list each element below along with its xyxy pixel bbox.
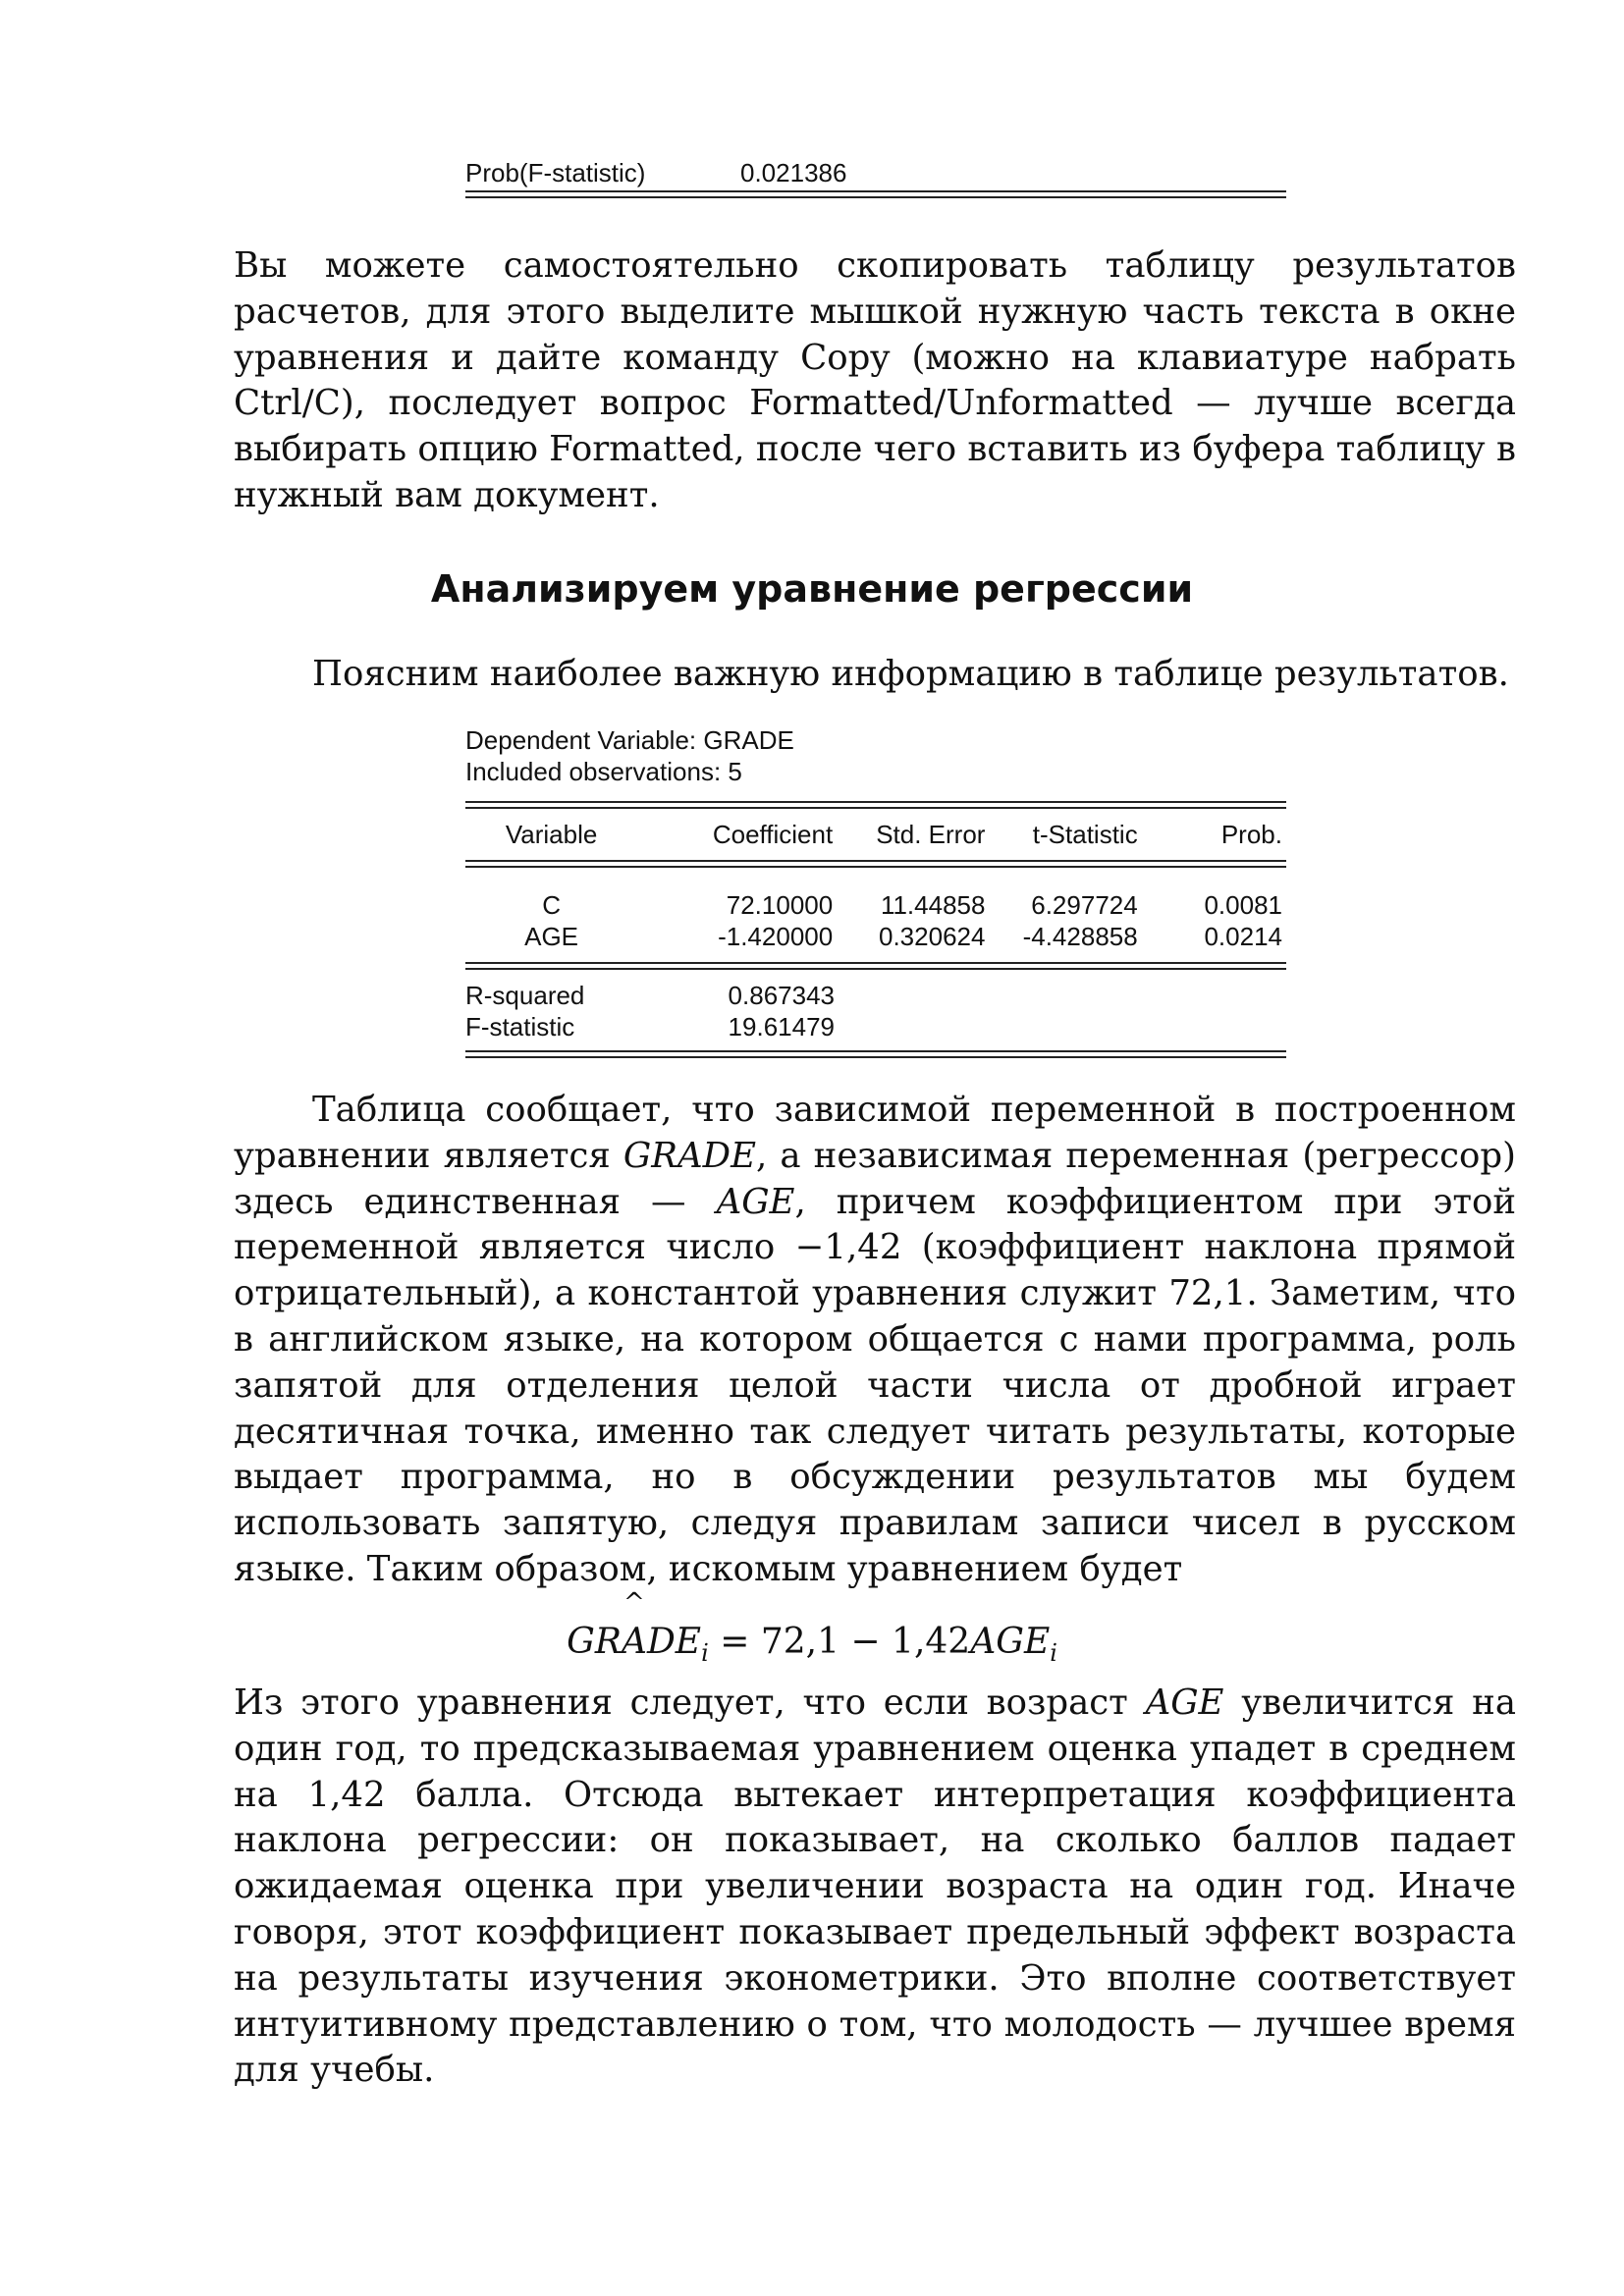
stat-row bbox=[465, 1011, 1286, 1042]
double-rule bbox=[465, 190, 1286, 198]
text-line: запятой для отделения целой части числа от дробной играет bbox=[234, 1364, 1516, 1406]
regression-equation bbox=[0, 1588, 1624, 1668]
eq-rhs-var: AGE bbox=[970, 1622, 1051, 1662]
text-line: языке. Таким образом, искомым уравнением будет bbox=[234, 1548, 1183, 1589]
stat-value: 0.867343 bbox=[728, 981, 835, 1010]
text-line: для учебы. bbox=[234, 2050, 435, 2091]
stat-value: 19.61479 bbox=[728, 1012, 835, 1041]
text-line: говоря, этот коэффициент показывает предельный эффект возраста bbox=[234, 1911, 1516, 1952]
header-std-error: Std. Error bbox=[876, 820, 986, 849]
header-coefficient: Coefficient bbox=[712, 820, 834, 849]
stat-label: R-squared bbox=[465, 981, 585, 1010]
prob-f-row bbox=[465, 155, 1286, 190]
regression-table bbox=[465, 724, 1286, 1058]
double-rule bbox=[465, 962, 1286, 970]
double-rule bbox=[465, 1050, 1286, 1058]
variable-grade: GRADE bbox=[623, 1135, 756, 1176]
text-line bbox=[234, 1134, 1516, 1180]
cell-std-error: 11.44858 bbox=[880, 890, 986, 920]
text-line: использовать запятую, следуя правилам записи чисел в русском bbox=[234, 1503, 1516, 1544]
text-line: ожидаемая оценка при увеличении возраста на один год. Иначе bbox=[234, 1866, 1516, 1907]
cell-t-statistic: 6.297724 bbox=[1031, 890, 1138, 920]
text-fragment: , а независимая переменная (регрессор) bbox=[756, 1135, 1516, 1176]
text-line: расчетов, для этого выделите мышкой нужную часть текста в окне bbox=[234, 291, 1516, 332]
eq-letter: A bbox=[621, 1622, 647, 1662]
eq-lhs-part: DE bbox=[646, 1622, 702, 1662]
text-line: один год, то предсказываемая уравнением оценка упадет в среднем bbox=[234, 1728, 1516, 1769]
text-line: нужный вам документ. bbox=[234, 474, 660, 515]
cell-std-error: 0.320624 bbox=[879, 922, 986, 951]
variable-age: AGE bbox=[1145, 1682, 1224, 1723]
prob-f-value: 0.021386 bbox=[740, 157, 847, 187]
cell-variable: AGE bbox=[524, 922, 579, 951]
table-row bbox=[465, 921, 1286, 952]
text-line: выбирать опцию Formatted, после чего вставить из буфера таблицу в bbox=[234, 429, 1516, 470]
cell-prob: 0.0081 bbox=[1204, 890, 1282, 920]
text-line: Ctrl/C), последует вопрос Formatted/Unformatted — лучше всегда bbox=[234, 383, 1516, 424]
cell-coefficient: -1.420000 bbox=[718, 922, 834, 951]
table-row bbox=[465, 889, 1286, 921]
text-line: десятичная точка, именно так следует читать результаты, которые bbox=[234, 1411, 1516, 1452]
text-line: Вы можете самостоятельно скопировать таблицу результатов bbox=[234, 245, 1516, 286]
eq-rhs: = 72,1 − 1,42 bbox=[708, 1622, 971, 1662]
text-fragment: Из этого уравнения следует, что если возраст bbox=[234, 1682, 1146, 1723]
prob-f-label: Prob(F-statistic) bbox=[465, 157, 646, 187]
eq-hat-letter bbox=[621, 1588, 647, 1662]
table-header-row bbox=[465, 809, 1286, 860]
paragraph-copy-instructions bbox=[234, 243, 1516, 519]
cell-prob: 0.0214 bbox=[1204, 922, 1282, 951]
dependent-variable: Dependent Variable: GRADE bbox=[465, 725, 794, 755]
text-fragment: увеличится на bbox=[1223, 1682, 1516, 1723]
eq-lhs-part: GR bbox=[567, 1622, 622, 1662]
text-line: на 1,42 балла. Отсюда вытекает интерпретация коэффициента bbox=[234, 1774, 1516, 1815]
table-fragment-top bbox=[465, 155, 1286, 198]
stat-label: F-statistic bbox=[465, 1012, 575, 1041]
table-body bbox=[465, 868, 1286, 962]
variable-age: AGE bbox=[716, 1181, 795, 1222]
cell-t-statistic: -4.428858 bbox=[1022, 922, 1138, 951]
text-line: отрицательный), а константой уравнения служит 72,1. Заметим, что bbox=[234, 1273, 1516, 1314]
text-fragment: здесь единственная — bbox=[234, 1181, 717, 1222]
hat-symbol: ^ bbox=[623, 1588, 645, 1618]
intro-line: Поясним наиболее важную информацию в таблице результатов. bbox=[312, 654, 1509, 694]
paragraph-table-explanation bbox=[234, 1088, 1516, 1593]
text-line: переменной является число −1,42 (коэффициент наклона прямой bbox=[234, 1227, 1516, 1268]
text-fragment: , причем коэффициентом при этой bbox=[794, 1181, 1516, 1222]
text-fragment: уравнении является bbox=[234, 1135, 623, 1176]
header-variable: Variable bbox=[505, 820, 598, 849]
text-line: уравнения и дайте команду Copy (можно на клавиатуре набрать bbox=[234, 337, 1516, 378]
eq-subscript: i bbox=[1050, 1639, 1057, 1668]
included-observations: Included observations: 5 bbox=[465, 757, 742, 786]
text-line: наклона регрессии: он показывает, на сколько баллов падает bbox=[234, 1820, 1516, 1861]
text-line bbox=[234, 1180, 1516, 1226]
text-line: в английском языке, на котором общается с нами программа, роль bbox=[234, 1318, 1516, 1360]
double-rule bbox=[465, 801, 1286, 809]
text-line: интуитивному представлению о том, что молодость — лучшее время bbox=[234, 2003, 1516, 2045]
section-heading: Анализируем уравнение регрессии bbox=[430, 567, 1194, 611]
text-line bbox=[234, 1681, 1516, 1727]
cell-coefficient: 72.10000 bbox=[726, 890, 834, 920]
cell-variable: C bbox=[542, 890, 561, 920]
header-t-statistic: t-Statistic bbox=[1032, 820, 1138, 849]
paragraph-interpretation bbox=[234, 1681, 1516, 2094]
text-line: Таблица сообщает, что зависимой переменной в построенном bbox=[312, 1090, 1516, 1130]
text-line: выдает программа, но в обсуждении результатов мы будем bbox=[234, 1457, 1516, 1498]
text-line: на результаты изучения эконометрики. Это вполне соответствует bbox=[234, 1957, 1516, 1999]
double-rule bbox=[465, 860, 1286, 868]
stat-row bbox=[465, 980, 1286, 1011]
table-stats bbox=[465, 970, 1286, 1050]
eq-subscript: i bbox=[701, 1639, 709, 1668]
header-prob: Prob. bbox=[1220, 820, 1282, 849]
